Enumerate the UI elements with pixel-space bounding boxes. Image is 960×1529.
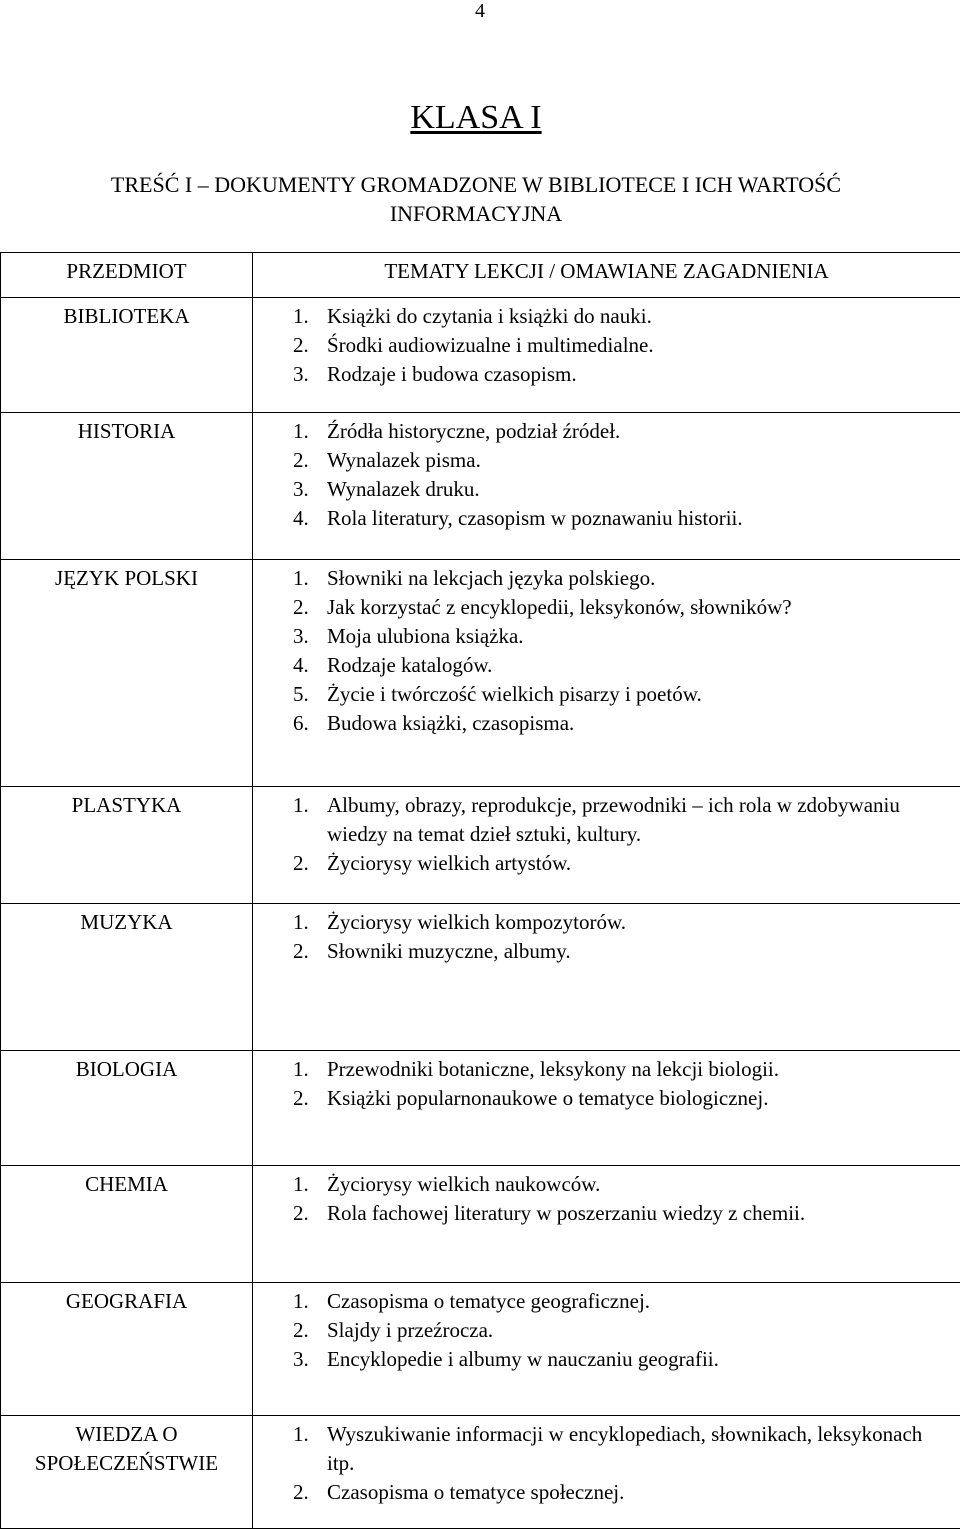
item-number: 1. (293, 1170, 309, 1199)
topics-list (253, 298, 960, 389)
item-text: Życiorysy wielkich naukowców. (327, 1172, 600, 1196)
item-text: Życie i twórczość wielkich pisarzy i poetów. (327, 682, 702, 706)
item-number: 3. (293, 622, 309, 651)
item-number: 1. (293, 564, 309, 593)
subject-cell (1, 904, 253, 1051)
list-item (293, 908, 950, 937)
list-item (293, 504, 950, 533)
list-item (293, 417, 950, 446)
subject-name: MUZYKA (1, 904, 252, 937)
subject-cell (1, 560, 253, 787)
subject-name: PLASTYKA (1, 787, 252, 820)
item-number: 5. (293, 680, 309, 709)
topics-cell (253, 1166, 960, 1283)
item-number: 2. (293, 446, 309, 475)
list-item (293, 622, 950, 651)
list-item (293, 1345, 950, 1374)
item-text: Czasopisma o tematyce geograficznej. (327, 1289, 650, 1313)
header-topics: TEMATY LEKCJI / OMAWIANE ZAGADNIENIA (253, 253, 960, 298)
page-number: 4 (0, 0, 960, 22)
list-item (293, 937, 950, 966)
topics-list (253, 1051, 960, 1113)
document-subtitle (20, 170, 932, 228)
item-number: 2. (293, 331, 309, 360)
item-text: Słowniki na lekcjach języka polskiego. (327, 566, 655, 590)
header-subject: PRZEDMIOT (1, 253, 253, 298)
subject-name: BIOLOGIA (1, 1051, 252, 1084)
list-item (293, 1420, 950, 1478)
list-item (293, 1316, 950, 1345)
item-text: Rola literatury, czasopism w poznawaniu historii. (327, 506, 743, 530)
list-item (293, 1084, 950, 1113)
list-item (293, 1287, 950, 1316)
subject-name: HISTORIA (1, 413, 252, 446)
table-row (1, 1283, 960, 1416)
item-number: 3. (293, 360, 309, 389)
list-item (293, 1199, 950, 1228)
item-text: Rola fachowej literatury w poszerzaniu wiedzy z chemii. (327, 1201, 805, 1225)
item-number: 4. (293, 504, 309, 533)
list-item (293, 360, 950, 389)
item-text: Przewodniki botaniczne, leksykony na lekcji biologii. (327, 1057, 779, 1081)
list-item (293, 564, 950, 593)
list-item (293, 1055, 950, 1084)
subject-cell (1, 298, 253, 413)
item-text: Środki audiowizualne i multimedialne. (327, 333, 654, 357)
list-item (293, 446, 950, 475)
curriculum-table (0, 252, 960, 1529)
item-number: 2. (293, 1316, 309, 1345)
list-item (293, 331, 950, 360)
item-number: 2. (293, 849, 309, 878)
item-number: 1. (293, 908, 309, 937)
topics-cell (253, 1051, 960, 1166)
topics-cell (253, 787, 960, 904)
item-number: 2. (293, 1478, 309, 1507)
topics-list (253, 1416, 960, 1507)
topics-cell (253, 1283, 960, 1416)
topics-list (253, 413, 960, 533)
subject-name: JĘZYK POLSKI (1, 560, 252, 593)
subject-cell (1, 413, 253, 560)
subject-cell (1, 787, 253, 904)
list-item (293, 709, 950, 738)
item-text: Moja ulubiona książka. (327, 624, 524, 648)
subject-name-line-1: WIEDZA O (1, 1420, 252, 1449)
table-row (1, 1051, 960, 1166)
topics-list (253, 1283, 960, 1374)
item-text: Rodzaje katalogów. (327, 653, 492, 677)
list-item (293, 849, 950, 878)
list-item (293, 302, 950, 331)
item-number: 2. (293, 1199, 309, 1228)
document-title: KLASA I (0, 98, 952, 138)
item-number: 1. (293, 417, 309, 446)
list-item (293, 791, 950, 849)
item-number: 2. (293, 593, 309, 622)
item-text: Encyklopedie i albumy w nauczaniu geografii. (327, 1347, 719, 1371)
table-row (1, 1166, 960, 1283)
subject-name: CHEMIA (1, 1166, 252, 1199)
item-text: Albumy, obrazy, reprodukcje, przewodniki – ich rola w zdobywaniu wiedzy na temat dzieł sztuki, kultury. (327, 793, 900, 846)
item-number: 4. (293, 651, 309, 680)
list-item (293, 651, 950, 680)
list-item (293, 1478, 950, 1507)
item-text: Książki popularnonaukowe o tematyce biologicznej. (327, 1086, 768, 1110)
subject-cell (1, 1283, 253, 1416)
list-item (293, 680, 950, 709)
subject-name: BIBLIOTEKA (1, 298, 252, 331)
subtitle-line-1: TREŚĆ I – DOKUMENTY GROMADZONE W BIBLIOTECE I ICH WARTOŚĆ (20, 170, 932, 199)
subject-cell (1, 1166, 253, 1283)
topics-cell (253, 904, 960, 1051)
table-row (1, 298, 960, 413)
item-number: 6. (293, 709, 309, 738)
item-number: 1. (293, 302, 309, 331)
item-text: Wynalazek druku. (327, 477, 480, 501)
subject-name (1, 1416, 252, 1478)
item-number: 1. (293, 1287, 309, 1316)
item-text: Życiorysy wielkich kompozytorów. (327, 910, 626, 934)
item-text: Jak korzystać z encyklopedii, leksykonów, słowników? (327, 595, 792, 619)
item-text: Wyszukiwanie informacji w encyklopediach, słownikach, leksykonach itp. (327, 1422, 922, 1475)
topics-list (253, 787, 960, 878)
item-text: Książki do czytania i książki do nauki. (327, 304, 652, 328)
topics-list (253, 560, 960, 738)
list-item (293, 593, 950, 622)
table-row (1, 787, 960, 904)
list-item (293, 1170, 950, 1199)
item-text: Życiorysy wielkich artystów. (327, 851, 571, 875)
item-text: Wynalazek pisma. (327, 448, 481, 472)
item-text: Slajdy i przeźrocza. (327, 1318, 493, 1342)
item-number: 1. (293, 1420, 309, 1449)
table-row (1, 904, 960, 1051)
item-text: Źródła historyczne, podział źródeł. (327, 419, 620, 443)
item-number: 3. (293, 475, 309, 504)
topics-cell (253, 298, 960, 413)
item-number: 2. (293, 1084, 309, 1113)
item-number: 1. (293, 791, 309, 820)
item-number: 2. (293, 937, 309, 966)
table-row (1, 560, 960, 787)
topics-list (253, 1166, 960, 1228)
subject-cell (1, 1051, 253, 1166)
item-text: Słowniki muzyczne, albumy. (327, 939, 571, 963)
subject-name-line-2: SPOŁECZEŃSTWIE (1, 1449, 252, 1478)
topics-cell (253, 560, 960, 787)
item-number: 3. (293, 1345, 309, 1374)
item-text: Czasopisma o tematyce społecznej. (327, 1480, 624, 1504)
topics-cell (253, 413, 960, 560)
table-header-row (1, 253, 960, 298)
item-number: 1. (293, 1055, 309, 1084)
topics-list (253, 904, 960, 966)
subject-name: GEOGRAFIA (1, 1283, 252, 1316)
item-text: Budowa książki, czasopisma. (327, 711, 574, 735)
subtitle-line-2: INFORMACYJNA (20, 199, 932, 228)
table-row (1, 413, 960, 560)
item-text: Rodzaje i budowa czasopism. (327, 362, 577, 386)
list-item (293, 475, 950, 504)
